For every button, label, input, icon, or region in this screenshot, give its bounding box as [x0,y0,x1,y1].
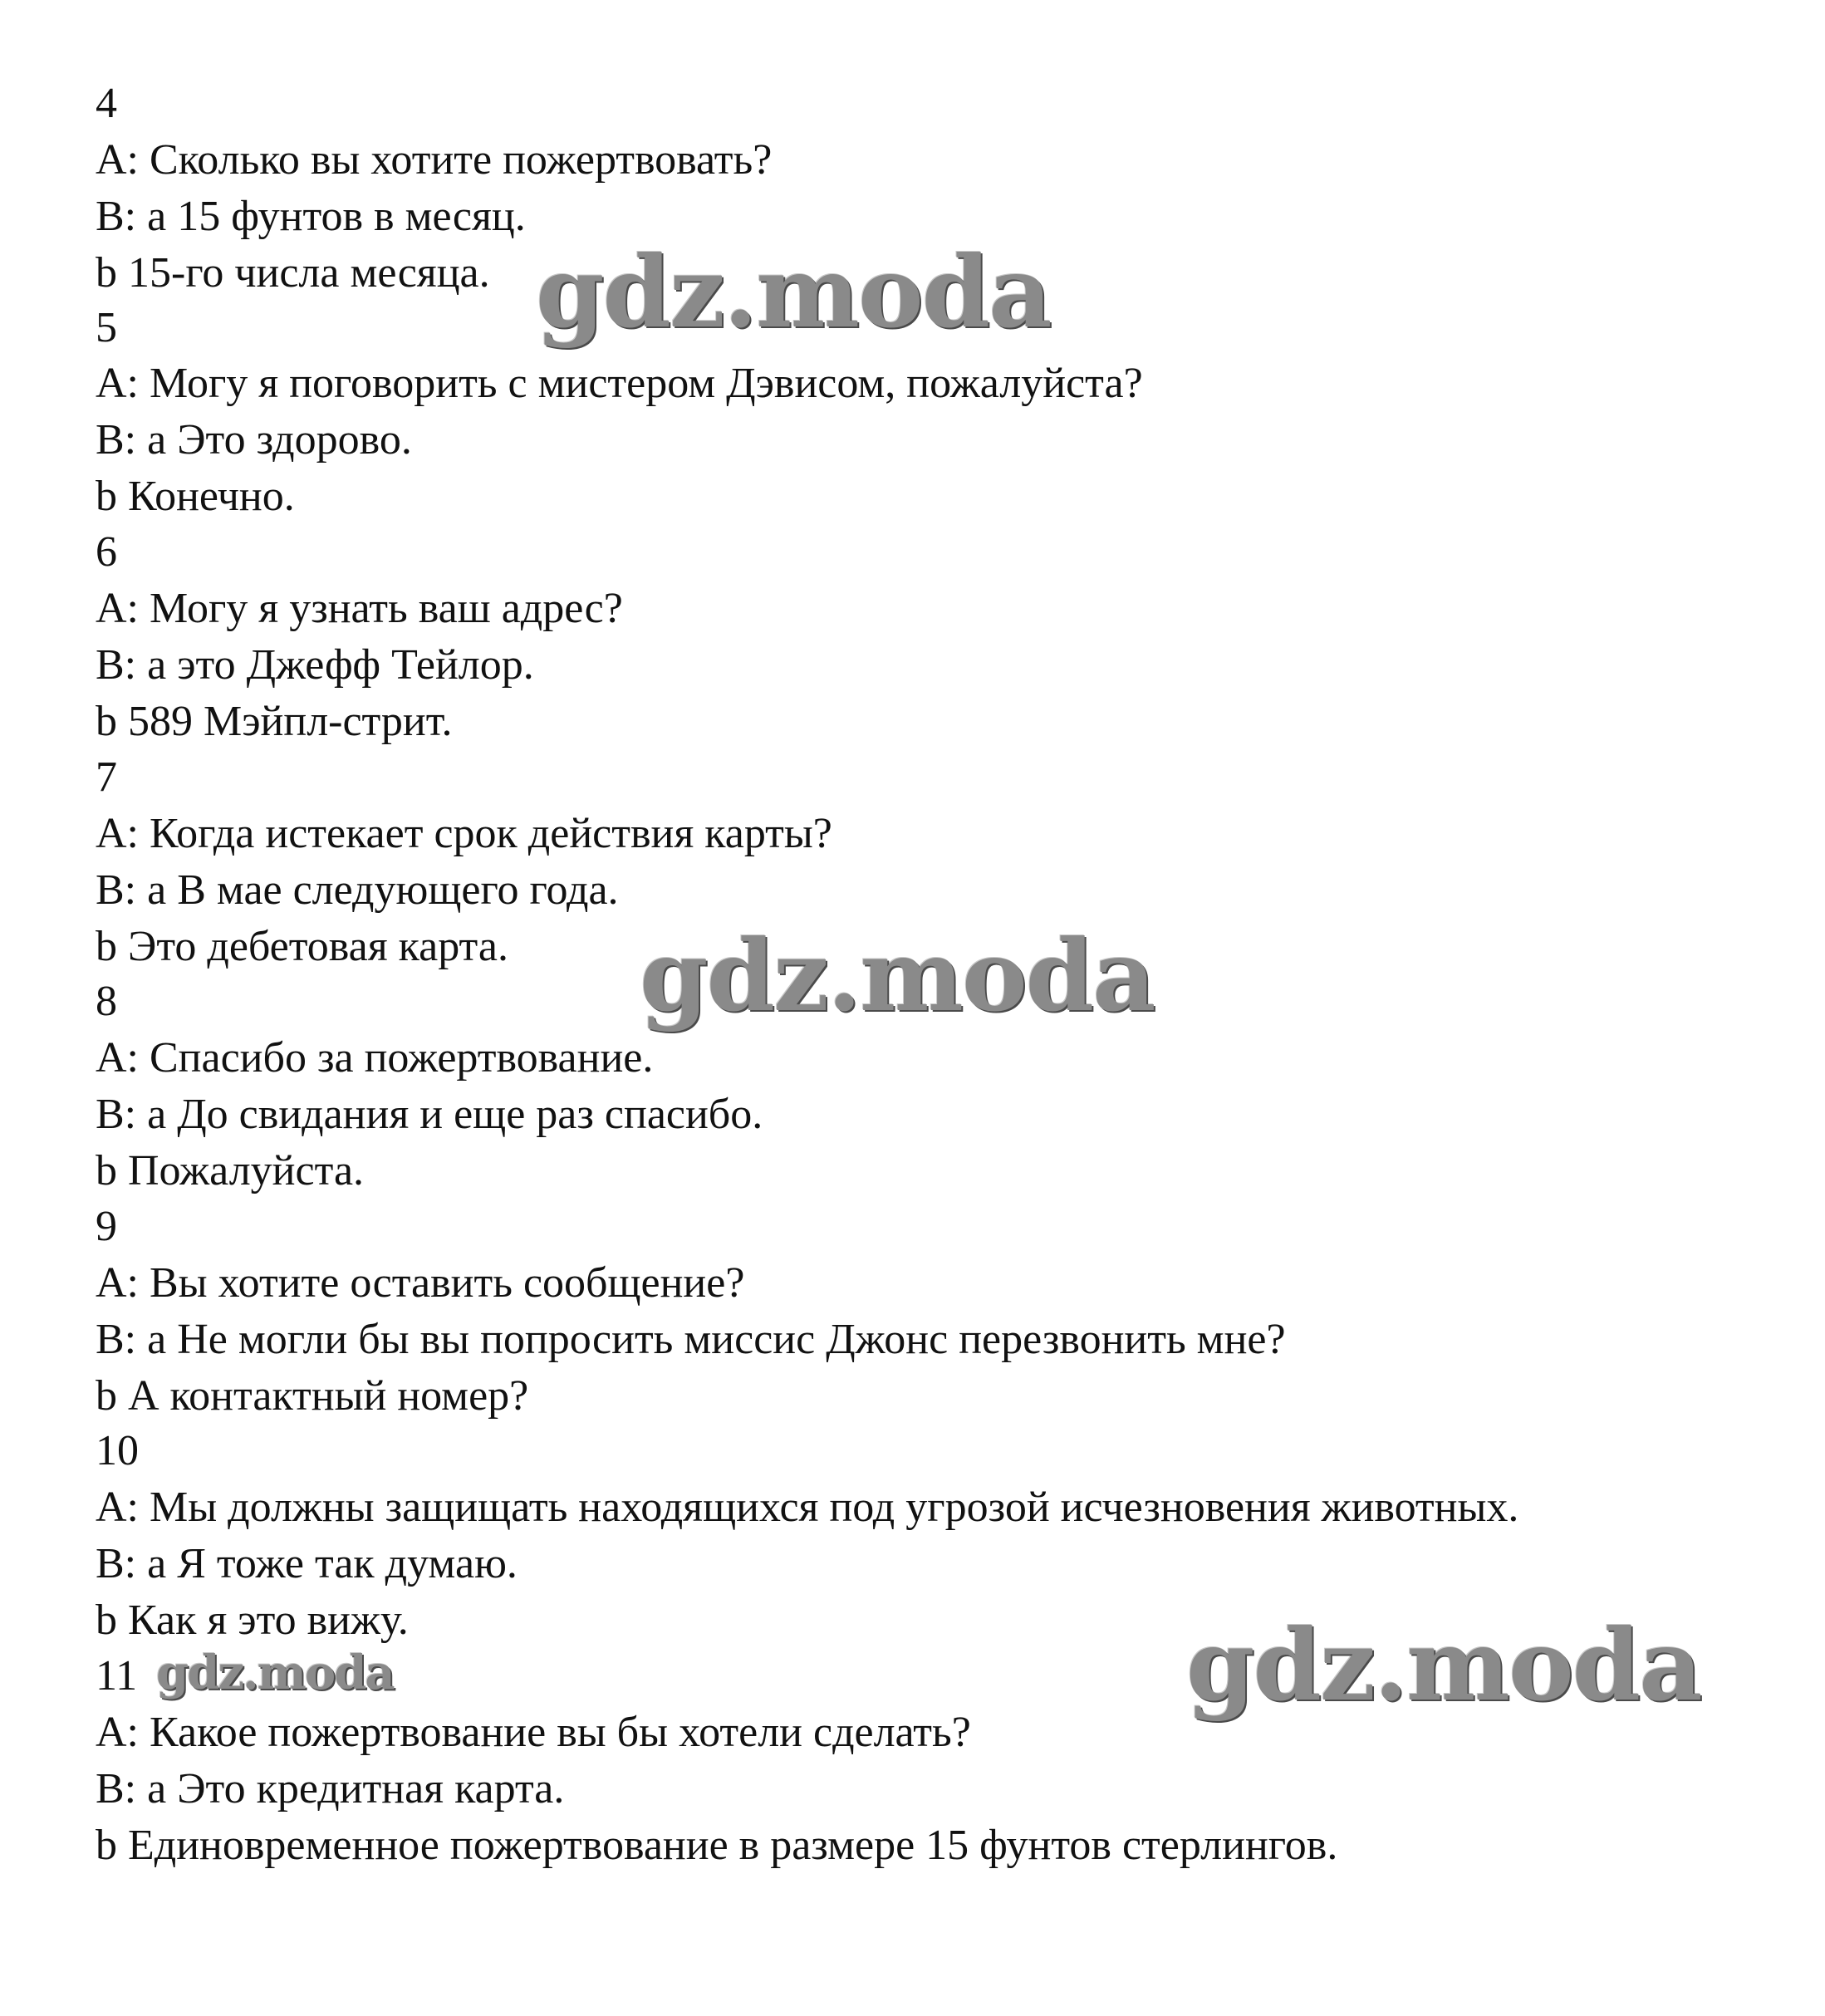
question-line: A: Когда истекает срок действия карты? [96,810,832,857]
answer-b-line: b Пожалуйста. [96,1147,365,1194]
question-line: A: Могу я поговорить с мистером Дэвисом, пожалуйста? [96,360,1143,407]
exercise-number: 6 [96,528,117,576]
question-line: A: Мы должны защищать находящихся под угрозой исчезновения животных. [96,1484,1519,1531]
answer-a-line: B: a До свидания и еще раз спасибо. [96,1091,763,1138]
exercise-number: 11 [96,1652,138,1700]
watermark-logo: gdz.moda [640,918,1155,1033]
answer-b-line: b А контактный номер? [96,1372,529,1420]
answer-a-line: B: a В мае следующего года. [96,866,619,914]
exercise-number: 4 [96,80,117,127]
question-line: A: Сколько вы хотите пожертвовать? [96,136,773,184]
answer-b-line: b Это дебетовая карта. [96,923,508,970]
watermark-logo: gdz.moda [1186,1607,1701,1723]
answer-b-line: b Как я это вижу. [96,1597,409,1644]
exercise-number: 7 [96,753,117,801]
answer-a-line: B: a Это здорово. [96,416,412,464]
exercise-number: 8 [96,978,117,1025]
answer-a-line: B: a 15 фунтов в месяц. [96,193,526,240]
answer-a-line: B: a Не могли бы вы попросить миссис Джонс перезвонить мне? [96,1316,1286,1363]
exercise-number: 9 [96,1203,117,1250]
exercise-number: 5 [96,304,117,351]
question-line: A: Спасибо за пожертвование. [96,1034,654,1082]
exercise-number: 10 [96,1427,139,1474]
watermark-logo: gdz.moda [536,234,1051,350]
answer-a-line: B: a Это кредитная карта. [96,1765,565,1812]
answer-b-line: b Конечно. [96,473,295,520]
answer-a-line: B: a Я тоже так думаю. [96,1540,518,1587]
answer-b-line: b 589 Мэйпл-стрит. [96,698,453,745]
watermark-logo: gdz.moda [156,1646,394,1700]
answer-b-line: b 15-го числа месяца. [96,249,490,297]
question-line: A: Могу я узнать ваш адрес? [96,585,623,632]
answer-a-line: B: a это Джефф Тейлор. [96,641,534,689]
question-line: A: Вы хотите оставить сообщение? [96,1259,745,1307]
answer-b-line: b Единовременное пожертвование в размере 15 фунтов стерлингов. [96,1822,1338,1869]
question-line: A: Какое пожертвование вы бы хотели сделать? [96,1709,971,1756]
